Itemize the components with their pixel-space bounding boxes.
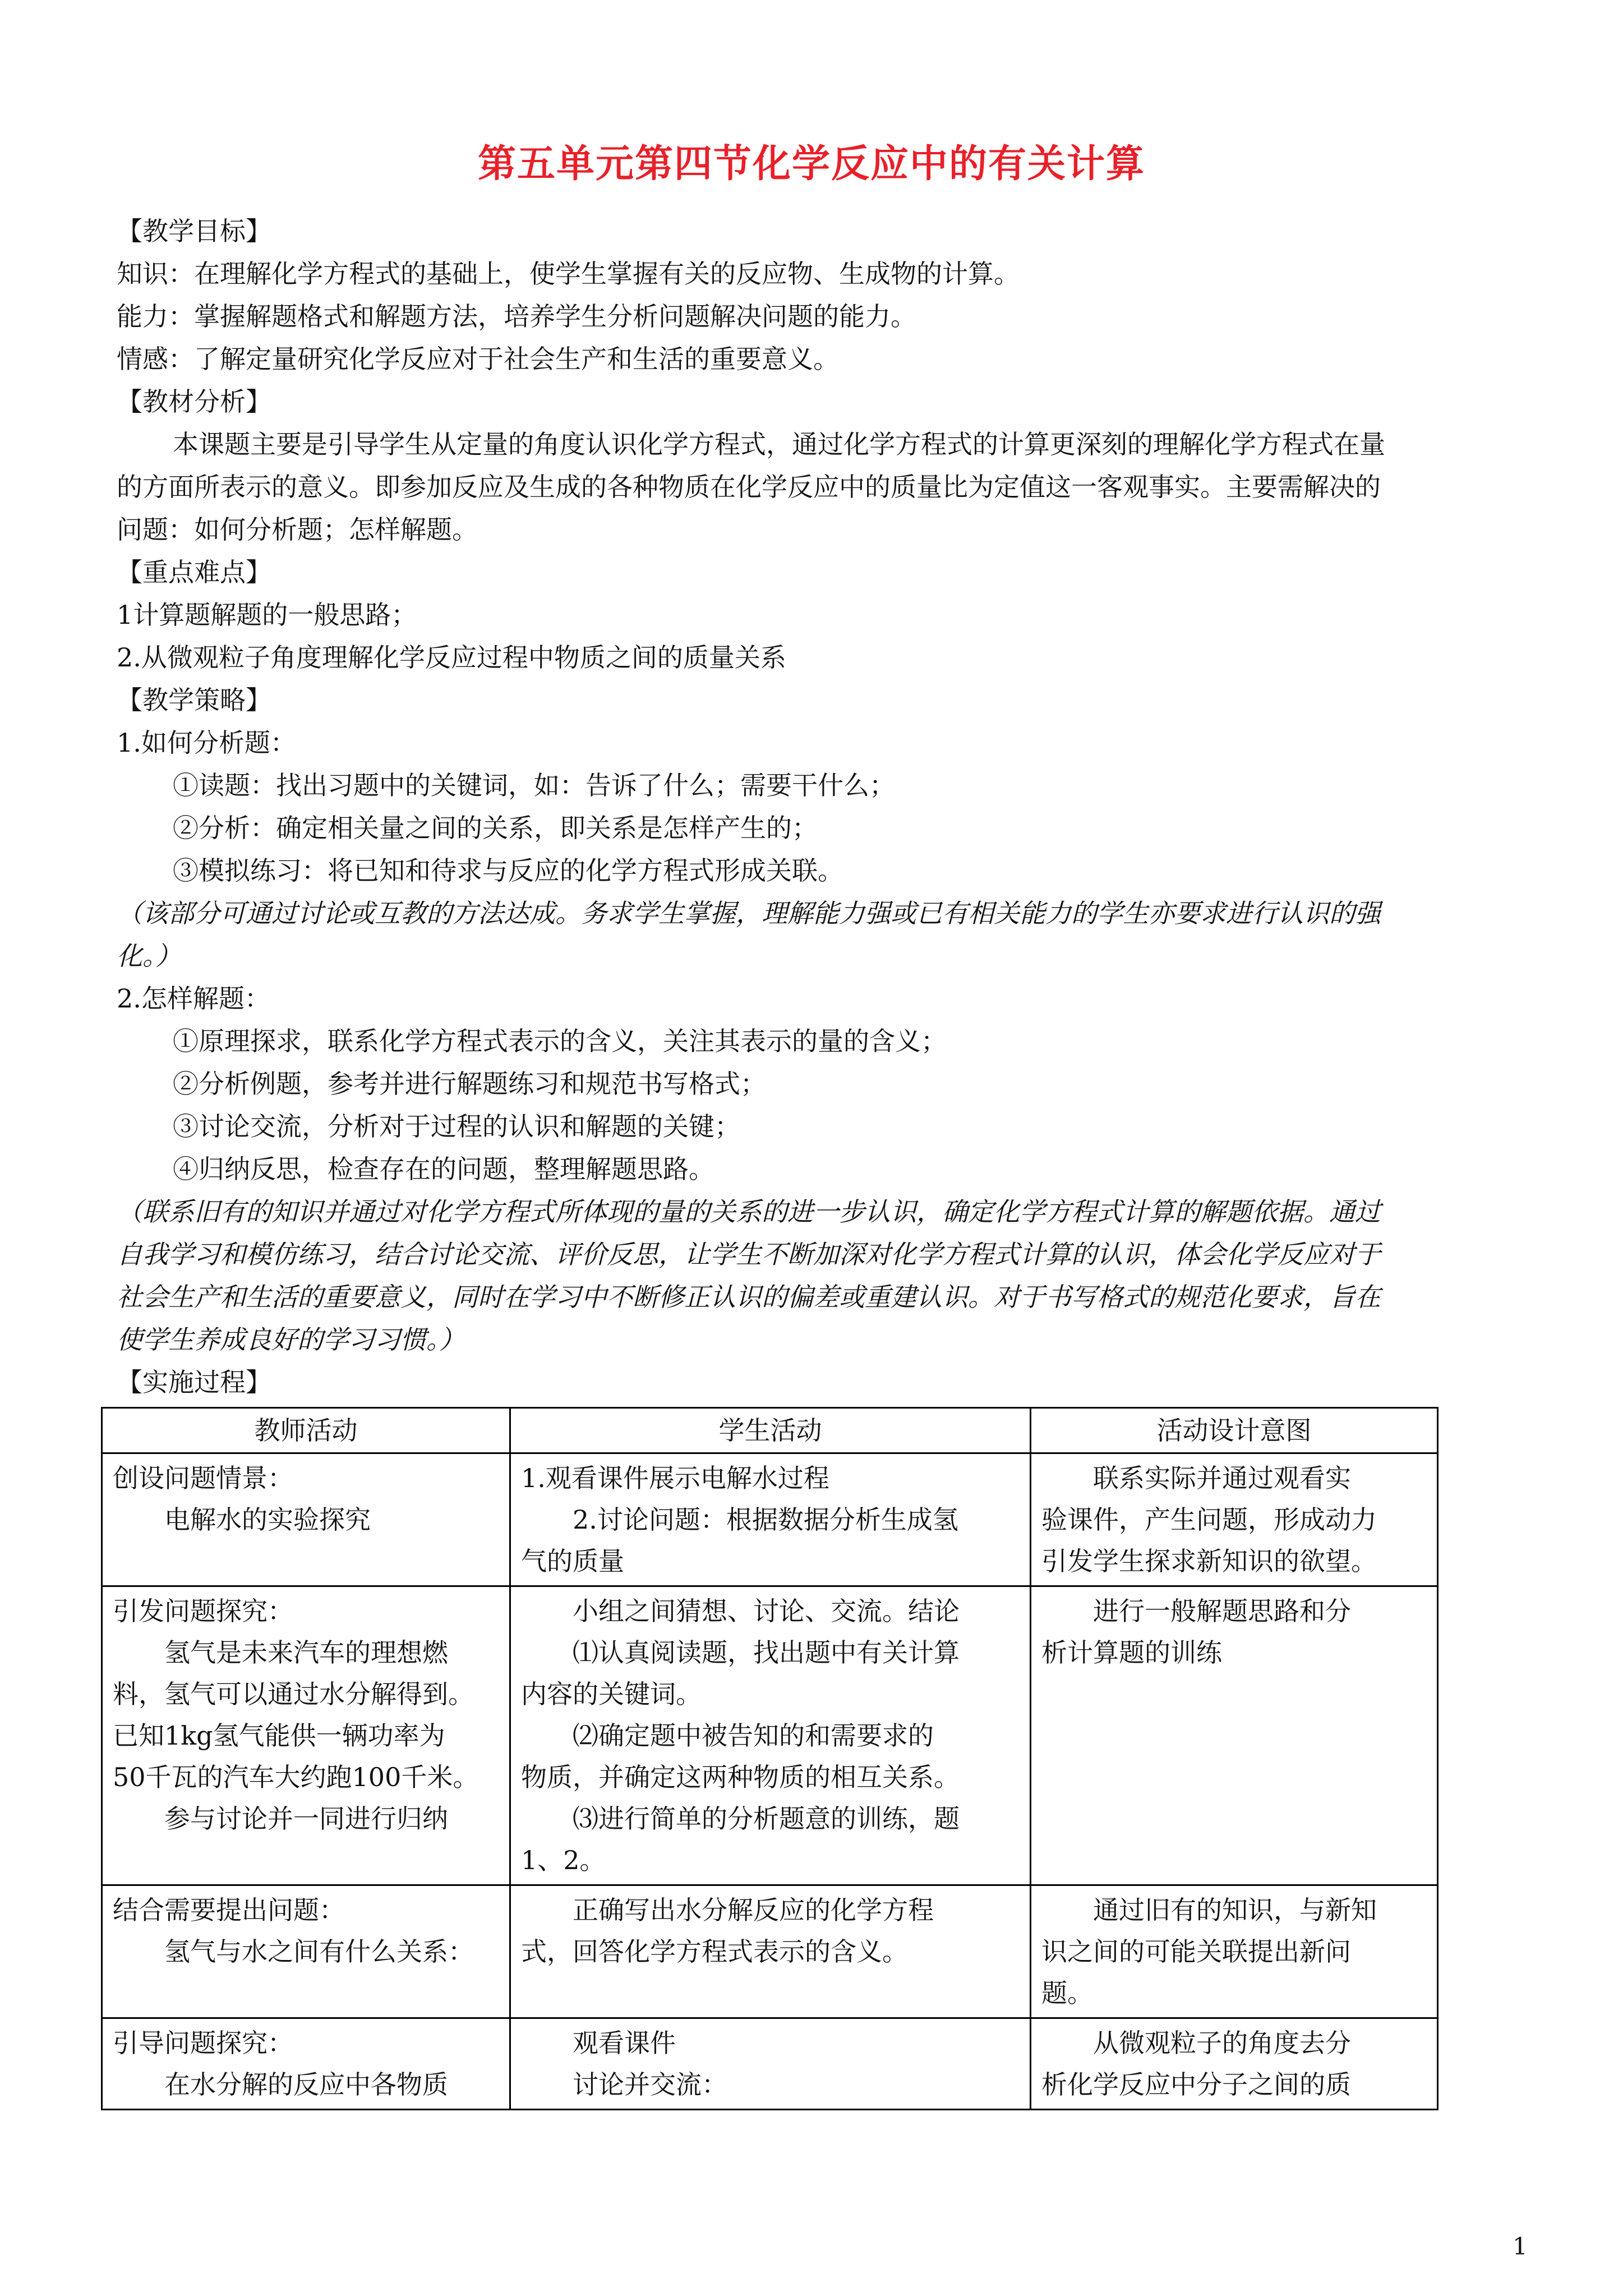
cell-line: 氢气是未来汽车的理想燃	[164, 1637, 448, 1668]
page-number: 1	[1513, 2233, 1528, 2260]
cell-line: 题。	[1041, 1978, 1093, 2008]
strategy-header: 【教学策略】	[117, 685, 271, 715]
strategy2-note-line: 使学生养成良好的学习习惯。）	[117, 1324, 465, 1355]
teacher-cell	[102, 1885, 510, 2018]
cell-line: 引发学生探求新知识的欲望。	[1041, 1546, 1377, 1576]
strategy2-step: ③讨论交流，分析对于过程的认识和解题的关键；	[173, 1111, 740, 1142]
cell-line: 从微观粒子的角度去分	[1093, 2028, 1351, 2058]
strategy2-note-line: （联系旧有的知识并通过对化学方程式所体现的量的关系的进一步认识，确定化学方程式计算的解题依据。通过	[117, 1197, 1381, 1227]
student-cell	[510, 1885, 1031, 2018]
goals-header: 【教学目标】	[117, 216, 271, 246]
student-cell	[510, 1453, 1031, 1586]
strategy2-note-line: 自我学习和模仿练习，结合讨论交流、评价反思，让学生不断加深对化学方程式计算的认识，体会化学反应对于	[117, 1239, 1381, 1269]
keypoint-item: 1计算题解题的一般思路；	[117, 600, 417, 630]
strategy2-step: ④归纳反思，检查存在的问题，整理解题思路。	[173, 1154, 714, 1184]
purpose-cell	[1031, 2018, 1438, 2110]
column-header-purpose: 活动设计意图	[1031, 1408, 1438, 1453]
purpose-cell	[1031, 1586, 1438, 1885]
strategy2-title: 2.怎样解题：	[117, 983, 270, 1014]
student-cell	[510, 2018, 1031, 2110]
table-header-row	[102, 1408, 1438, 1453]
strategy2-step: ②分析例题，参考并进行解题练习和规范书写格式；	[173, 1069, 766, 1099]
teacher-cell	[102, 1453, 510, 1586]
cell-line: 1.观看课件展示电解水过程	[521, 1463, 829, 1493]
column-header-student: 学生活动	[510, 1408, 1031, 1453]
strategy1-step: ①读题：找出习题中的关键词，如：告诉了什么；需要干什么；	[173, 770, 895, 800]
process-table	[101, 1407, 1438, 2110]
cell-line: 创设问题情景：	[113, 1463, 293, 1493]
teacher-cell	[102, 2018, 510, 2110]
cell-line: 氢气与水之间有什么关系：	[164, 1936, 474, 1967]
analysis-text-line: 的方面所表示的意义。即参加反应及生成的各种物质在化学反应中的质量比为定值这一客观事实。主要需解决的	[117, 472, 1381, 502]
cell-line: 式，回答化学方程式表示的含义。	[521, 1936, 908, 1967]
strategy1-step: ②分析：确定相关量之间的关系，即关系是怎样产生的；	[173, 813, 818, 843]
cell-line: 观看课件	[573, 2028, 676, 2058]
cell-line: 料，氢气可以通过水分解得到。	[113, 1679, 474, 1709]
table-row	[102, 2018, 1438, 2110]
strategy1-step: ③模拟练习：将已知和待求与反应的化学方程式形成关联。	[173, 855, 843, 886]
keypoint-item: 2.从微观粒子角度理解化学反应过程中物质之间的质量关系	[117, 642, 786, 673]
cell-line: 1、2。	[521, 1845, 606, 1875]
cell-line: 在水分解的反应中各物质	[164, 2069, 448, 2100]
cell-line: 析化学反应中分子之间的质	[1041, 2069, 1351, 2100]
table-row	[102, 1586, 1438, 1885]
cell-line: 联系实际并通过观看实	[1093, 1463, 1351, 1493]
cell-line: 验课件，产生问题，形成动力	[1041, 1504, 1377, 1535]
cell-line: 电解水的实验探究	[164, 1504, 371, 1535]
purpose-cell	[1031, 1453, 1438, 1586]
cell-line: 识之间的可能关联提出新问	[1041, 1936, 1351, 1967]
purpose-cell	[1031, 1885, 1438, 2018]
cell-line: ⑵确定题中被告知的和需要求的	[573, 1720, 934, 1751]
goal-ability: 能力：掌握解题格式和解题方法，培养学生分析问题解决问题的能力。	[117, 301, 916, 332]
cell-line: ⑴认真阅读题，找出题中有关计算	[573, 1637, 960, 1668]
table-row	[102, 1885, 1438, 2018]
goal-emotion: 情感：了解定量研究化学反应对于社会生产和生活的重要意义。	[117, 344, 839, 374]
cell-line: 气的质量	[521, 1546, 624, 1576]
cell-line: 2.讨论问题：根据数据分析生成氢	[573, 1504, 958, 1535]
cell-line: 通过旧有的知识，与新知	[1093, 1895, 1377, 1925]
cell-line: 正确写出水分解反应的化学方程	[573, 1895, 934, 1925]
analysis-text-line: 问题：如何分析题；怎样解题。	[117, 514, 478, 545]
strategy1-title: 1.如何分析题：	[117, 728, 296, 758]
student-cell	[510, 1586, 1031, 1885]
cell-line: 小组之间猜想、讨论、交流。结论	[573, 1596, 960, 1626]
analysis-header: 【教材分析】	[117, 386, 271, 417]
page-title: 第五单元第四节化学反应中的有关计算	[477, 141, 1145, 186]
cell-line: 物质，并确定这两种物质的相互关系。	[521, 1762, 960, 1792]
cell-line: 进行一般解题思路和分	[1093, 1596, 1351, 1626]
strategy2-note-line: 社会生产和生活的重要意义，同时在学习中不断修正认识的偏差或重建认识。对于书写格式的规范化要求，旨在	[117, 1282, 1381, 1312]
keypoints-header: 【重点难点】	[117, 557, 271, 587]
cell-line: 内容的关键词。	[521, 1679, 702, 1709]
cell-line: ⑶进行简单的分析题意的训练，题	[573, 1803, 960, 1834]
column-header-teacher: 教师活动	[102, 1408, 510, 1453]
cell-line: 讨论并交流：	[573, 2069, 727, 2100]
cell-line: 引发问题探究：	[113, 1596, 293, 1626]
teacher-cell	[102, 1586, 510, 1885]
cell-line: 引导问题探究：	[113, 2028, 293, 2058]
strategy1-note-line: （该部分可通过讨论或互教的方法达成。务求学生掌握，理解能力强或已有相关能力的学生亦要求进行认识的强	[117, 898, 1381, 928]
cell-line: 参与讨论并一同进行归纳	[164, 1803, 448, 1834]
cell-line: 50千瓦的汽车大约跑100千米。	[113, 1762, 479, 1792]
table-row	[102, 1453, 1438, 1586]
strategy2-step: ①原理探求，联系化学方程式表示的含义，关注其表示的量的含义；	[173, 1026, 947, 1056]
goal-knowledge: 知识：在理解化学方程式的基础上，使学生掌握有关的反应物、生成物的计算。	[117, 259, 1020, 289]
analysis-text-line: 本课题主要是引导学生从定量的角度认识化学方程式，通过化学方程式的计算更深刻的理解化学方程式在量	[173, 429, 1385, 459]
cell-line: 已知1kg氢气能供一辆功率为	[113, 1720, 445, 1751]
process-header: 【实施过程】	[117, 1367, 271, 1397]
cell-line: 结合需要提出问题：	[113, 1895, 345, 1925]
strategy1-note-line: 化。）	[117, 941, 181, 971]
cell-line: 析计算题的训练	[1041, 1637, 1222, 1668]
